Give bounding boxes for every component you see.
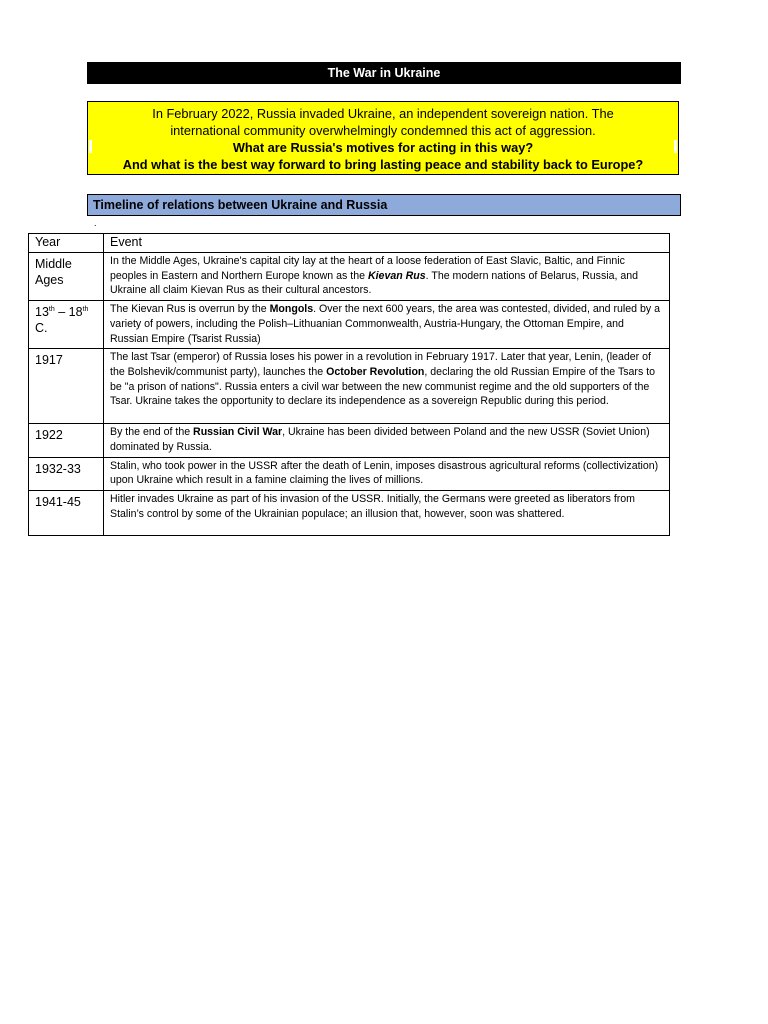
right-edge-mark xyxy=(674,140,677,153)
intro-question-2: And what is the best way forward to bring lasting peace and stability back to Europe? xyxy=(122,157,644,172)
year-cell: 1922 xyxy=(29,424,104,457)
table-row xyxy=(29,349,670,424)
intro-line-1: In February 2022, Russia invaded Ukraine, an independent sovereign nation. The xyxy=(152,106,614,121)
year-cell: 1941-45 xyxy=(29,491,104,536)
table-row xyxy=(29,253,670,301)
event-cell: By the end of the Russian Civil War, Ukraine has been divided between Poland and the new USSR (Soviet Union) dominated by Russia. xyxy=(104,424,670,457)
stray-bullet: . xyxy=(94,218,97,228)
event-cell: In the Middle Ages, Ukraine's capital city lay at the heart of a loose federation of East Slavic, Baltic, and Finnic peoples in Eastern and Northern Europe known as the Kievan Rus. The modern nations of Belarus, Russia, and Ukraine all claim Kievan Rus as their cultural ancestors. xyxy=(104,253,670,301)
emphasis: Russian Civil War xyxy=(193,426,283,439)
timeline-heading: Timeline of relations between Ukraine and Russia xyxy=(87,194,681,216)
year-cell: 13th – 18th C. xyxy=(29,301,104,349)
emphasis: Kievan Rus xyxy=(367,269,426,282)
emphasis: October Revolution xyxy=(326,365,425,378)
year-cell: Middle Ages xyxy=(29,253,104,301)
table-header-row xyxy=(29,234,670,253)
year-cell: 1917 xyxy=(29,349,104,424)
intro-callout xyxy=(87,101,679,175)
emphasis: Mongols xyxy=(269,303,314,316)
document-title: The War in Ukraine xyxy=(87,62,681,84)
intro-line-2: international community overwhelmingly condemned this act of aggression. xyxy=(170,123,596,138)
timeline-table xyxy=(28,233,670,536)
event-cell: The last Tsar (emperor) of Russia loses his power in a revolution in February 1917. Later that year, Lenin, (leader of the Bolshevik/communist party), launches the October Revolution, declaring the old Russian Empire of the Tsars to be "a prison of nations". Russia enters a civil war between the new communist regime and the old supporters of the Tsar. Ukraine takes the opportunity to declare its independence as a sovereign Republic during this period. xyxy=(104,349,670,424)
table-row xyxy=(29,491,670,536)
left-edge-mark xyxy=(89,140,92,153)
event-column-header: Event xyxy=(104,234,670,253)
intro-question-1: What are Russia's motives for acting in this way? xyxy=(232,140,534,155)
event-cell: The Kievan Rus is overrun by the Mongols. Over the next 600 years, the area was contested, divided, and ruled by a variety of powers, including the Polish–Lithuanian Commonwealth, Austria-Hungary, the Ottoman Empire, and Russian Empire (Tsarist Russia) xyxy=(104,301,670,349)
table-row xyxy=(29,301,670,349)
year-column-header: Year xyxy=(29,234,104,253)
year-cell: 1932-33 xyxy=(29,457,104,490)
event-cell: Hitler invades Ukraine as part of his invasion of the USSR. Initially, the Germans were greeted as liberators from Stalin’s control by some of the Ukrainian populace; an illusion that, however, soon was shattered. xyxy=(104,491,670,536)
table-row xyxy=(29,424,670,457)
table-row xyxy=(29,457,670,490)
event-cell: Stalin, who took power in the USSR after the death of Lenin, imposes disastrous agricultural reforms (collectivization) upon Ukraine which result in a famine claiming the lives of millions. xyxy=(104,457,670,490)
